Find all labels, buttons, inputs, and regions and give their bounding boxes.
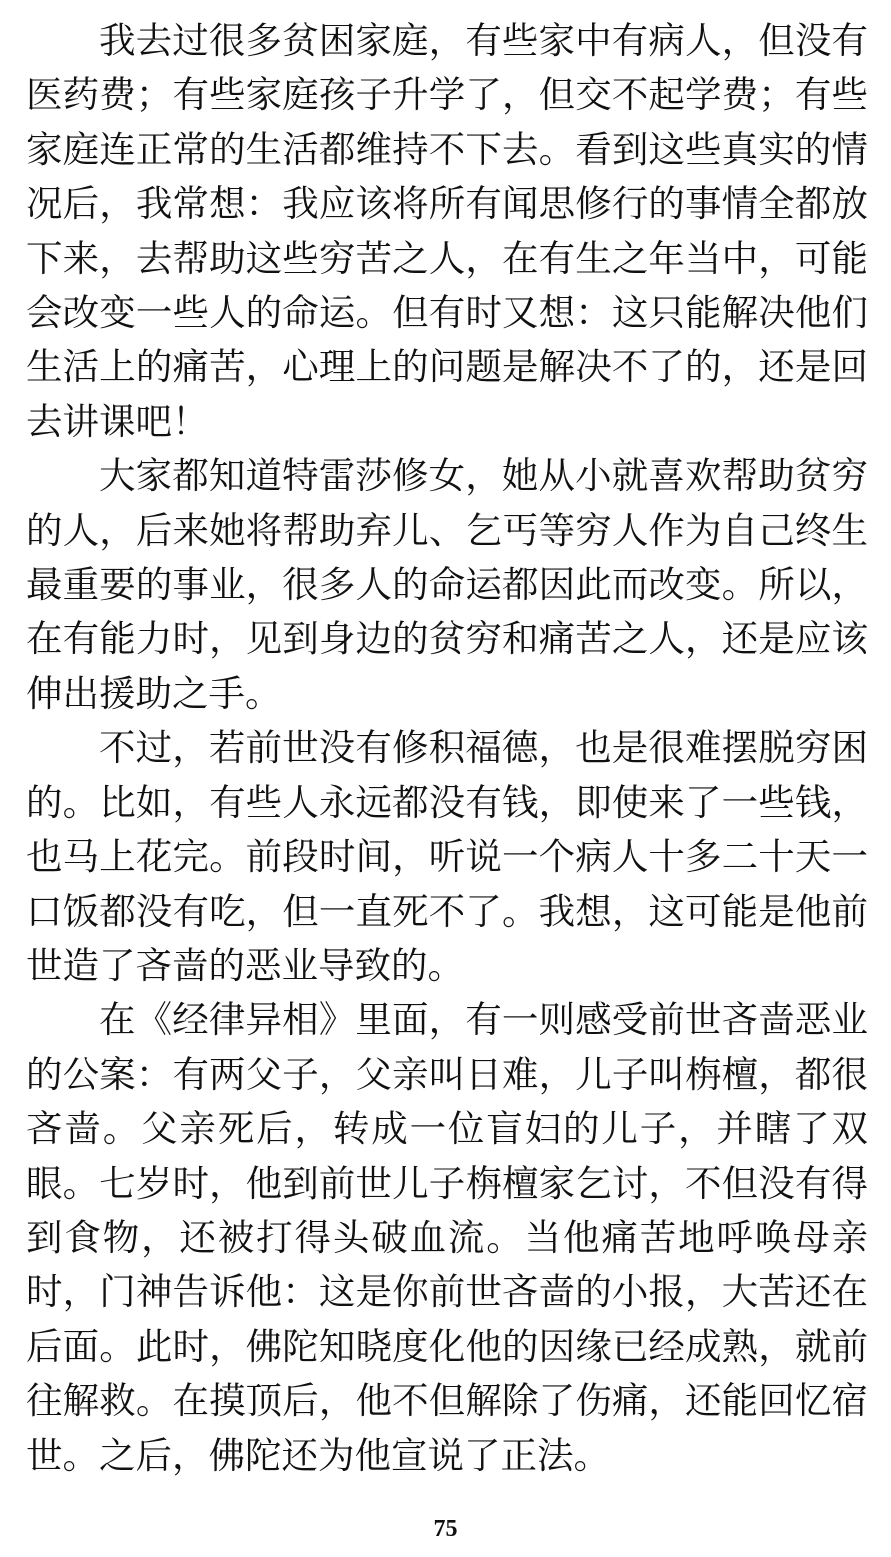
paragraph-2: 大家都知道特雷莎修女，她从小就喜欢帮助贫穷的人，后来她将帮助弃儿、乞丐等穷人作为自己终生最重要的事业，很多人的命运都因此而改变。所以，在有能力时，见到身边的贫穷和痛苦之人，还是应该伸出援助之手。 bbox=[26, 454, 868, 715]
paragraph-3: 不过，若前世没有修积福德，也是很难摆脱穷困的。比如，有些人永远都没有钱，即使来了一些钱，也马上花完。前段时间，听说一个病人十多二十天一口饭都没有吃，但一直死不了。我想，这可能是他前世造了吝啬的恶业导致的。 bbox=[26, 726, 868, 987]
paragraph-1: 我去过很多贫困家庭，有些家中有病人，但没有医药费；有些家庭孩子升学了，但交不起学费；有些家庭连正常的生活都维持不下去。看到这些真实的情况后，我常想：我应该将所有闻思修行的事情全都放下来，去帮助这些穷苦之人，在有生之年当中，可能会改变一些人的命运。但有时又想：这只能解决他们生活上的痛苦，心理上的问题是解决不了的，还是回去讲课吧！ bbox=[26, 19, 868, 443]
paragraph-4: 在《经律异相》里面，有一则感受前世吝啬恶业的公案：有两父子，父亲叫日难，儿子叫栴檀，都很吝啬。父亲死后，转成一位盲妇的儿子，并瞎了双眼。七岁时，他到前世儿子栴檀家乞讨，不但没有得到食物，还被打得头破血流。当他痛苦地呼唤母亲时，门神告诉他：这是你前世吝啬的小报，大苦还在后面。此时，佛陀知晓度化他的因缘已经成熟，就前往解救。在摸顶后，他不但解除了伤痛，还能回忆宿世。之后，佛陀还为他宣说了正法。 bbox=[26, 998, 868, 1477]
page-number: 75 bbox=[433, 1516, 458, 1542]
page-body bbox=[26, 14, 868, 1483]
